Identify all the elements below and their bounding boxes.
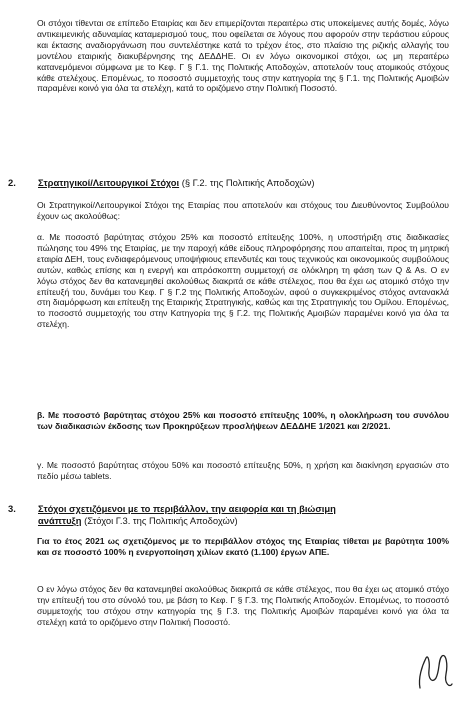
section-3-title-line1: Στόχοι σχετιζόμενοι με το περιβάλλον, την αειφορία και τη βιώσιμη [38, 503, 336, 514]
section-2-item-b: β. Με ποσοστό βαρύτητας στόχου 25% και ποσοστό επίτευξης 100%, η ολοκλήρωση του συνόλου των διαδικασιών έκδοσης των Προκηρύξεων προσλήψεων ΔΕΔΔΗΕ 1/2021 και 2/2021. [37, 410, 449, 431]
section-3-heading [8, 503, 458, 527]
section-3-target-paragraph: Για το έτος 2021 ως σχετιζόμενος με το περιβάλλον στόχος της Εταιρίας τίθεται με βαρύτητα 100% και σε ποσοστό 100% η ενεργοποίηση χιλίων εκατό (1.100) έργων ΑΠΕ. [37, 536, 449, 557]
section-2-number: 2. [8, 177, 16, 188]
handwritten-signature-icon [414, 648, 454, 694]
section-2-item-a: α. Με ποσοστό βαρύτητας στόχου 25% και ποσοστό επίτευξης 100%, η υποστήριξη στις διαδικασίες πώλησης του 49% της Εταιρίας, με την παροχή κάθε είδους πληροφόρησης που απαιτείται, προς τη μητρική εταιρία ΔΕΗ, τους ενδιαφερόμενους υποψήφιους επενδυτές και τους τεχνικούς και οικονομικούς συμβούλους αυτών, καθώς επίσης και η ενεργή και απρόσκοπτη συμμετοχή σε ολόκληρη τη φάση των Q & As. Ο εν λόγω στόχος δεν θα κατανεμηθεί ακολούθως διακριτά σε κάθε στέλεχος, που θα έχει ως ατομικό στόχο την επίτευξή του, δυνάμει του Κεφ. Γ § Γ.2 της Πολιτικής Αποδοχών, αφού ο συγκεκριμένος στόχος αντανακλά στη διαμόρφωση και επίτευξη της Εταιρικής Στρατηγικής, καθώς και της Στρατηγικής του Ομίλου. Επομένως, το ποσοστό συμμετοχής του στην Κατηγορία της § Γ.2. της Πολιτικής Αμοιβών παραμένει κοινό για όλα τα στελέχη. [37, 232, 449, 330]
paragraph-financial-targets: Οι στόχοι τίθενται σε επίπεδο Εταιρίας και δεν επιμερίζονται περαιτέρω στις υποκείμενες αυτής δομές, λόγω αντικειμενικής αδυναμίας καταμερισμού τους, που οφείλεται σε λόγους που αφορούν στην τεράστιου εύρους και έκτασης αναδιοργάνωση που συντελέστηκε κατά το τρέχον έτος, στο πλαίσιο της ριζικής αλλαγής του μοντέλου εταιρικής διακυβέρνησης της ΔΕΔΔΗΕ. Οι εν λόγω οικονομικοί στόχοι, ως μη περαιτέρω κατανεμόμενοι σύμφωνα με το Κεφ. Γ § Γ.1. της Πολιτικής Αποδοχών, αποτελούν τους ατομικούς στόχους κάθε στελέχους. Επομένως, το ποσοστό συμμετοχής τους στην κατηγορία της § Γ.1. της Πολιτικής Αμοιβών παραμένει κοινό για όλα τα στελέχη, κατά το οριζόμενο στην Πολιτική Ποσοστό. [37, 18, 449, 94]
section-3-allocation-paragraph: Ο εν λόγω στόχος δεν θα κατανεμηθεί ακολούθως διακριτά σε κάθε στέλεχος, που θα έχει ως ατομικό στόχο την επίτευξή του στο σύνολό του, με βάση το Κεφ. Γ § Γ.3. της Πολιτικής Αποδοχών. Επομένως, το ποσοστό συμμετοχής του στόχου στην κατηγορία της § Γ.3. της Πολιτικής Αμοιβών παραμένει κοινό για όλα τα στελέχη κατά το οριζόμενο στην Πολιτική Ποσοστό. [37, 584, 449, 627]
section-2-heading [8, 177, 458, 189]
section-2-item-c: γ. Με ποσοστό βαρύτητας στόχου 50% και ποσοστό επίτευξης 50%, η χρήση και διακίνηση εργασιών στο πεδίο μέσω tablets. [37, 460, 449, 481]
section-3-number: 3. [8, 503, 16, 514]
section-2-reference: (§ Γ.2. της Πολιτικής Αποδοχών) [179, 177, 315, 188]
section-3-reference: (Στόχοι Γ.3. της Πολιτικής Αποδοχών) [81, 515, 238, 526]
section-2-intro: Οι Στρατηγικοί/Λειτουργικοί Στόχοι της Εταιρίας που αποτελούν και στόχους του Διευθύνοντος Συμβούλου έχουν ως ακολούθως: [37, 200, 449, 221]
section-2-title: Στρατηγικοί/Λειτουργικοί Στόχοι [38, 177, 180, 188]
section-3-title-line2: ανάπτυξη [38, 515, 82, 526]
